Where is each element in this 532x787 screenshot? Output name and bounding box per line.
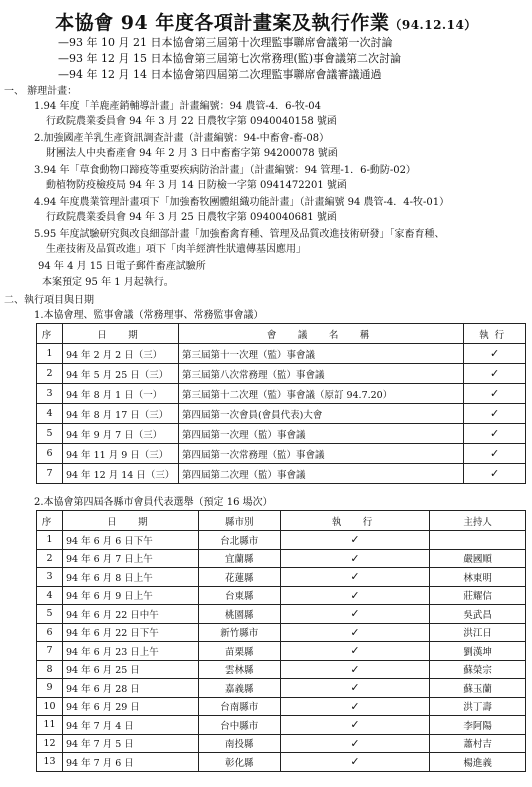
execution-check: ✓ bbox=[464, 364, 526, 384]
host-cell: 莊耀信 bbox=[430, 586, 526, 605]
table-row bbox=[37, 531, 526, 550]
date-cell: 94 年 6 月 28 日 bbox=[62, 679, 198, 698]
date-cell: 94 年 6 月 23 日上午 bbox=[62, 642, 198, 661]
meeting-name-cell: 第四屆第二次理（監）事會議 bbox=[178, 464, 463, 484]
date-cell: 94 年 9 月 7 日（三） bbox=[62, 424, 178, 444]
execution-check: ✓ bbox=[464, 384, 526, 404]
execution-check: ✓ bbox=[280, 753, 430, 772]
date-cell: 94 年 7 月 4 日 bbox=[62, 716, 198, 735]
execution-check: ✓ bbox=[280, 568, 430, 587]
seq-cell: 3 bbox=[37, 384, 63, 404]
table-row bbox=[37, 642, 526, 661]
execution-check: ✓ bbox=[280, 660, 430, 679]
meeting-name-cell: 第三屆第十一次理（監）事會議 bbox=[178, 344, 463, 364]
header-execution: 執行 bbox=[464, 324, 526, 344]
county-cell: 嘉義縣 bbox=[198, 679, 280, 698]
execution-check: ✓ bbox=[280, 734, 430, 753]
host-cell: 吳武昌 bbox=[430, 605, 526, 624]
item5-line2: 生產技術及品質改進」項下「肉羊經濟性狀遺傳基因應用」 bbox=[46, 244, 306, 255]
execution-check: ✓ bbox=[280, 697, 430, 716]
date-cell: 94 年 12 月 14 日（三） bbox=[62, 464, 178, 484]
table-row bbox=[37, 384, 526, 404]
date-cell: 94 年 6 月 8 日上午 bbox=[62, 568, 198, 587]
execution-check: ✓ bbox=[280, 549, 430, 568]
execution-check: ✓ bbox=[464, 424, 526, 444]
date-cell: 94 年 5 月 25 日（三） bbox=[62, 364, 178, 384]
title-date: （94.12.14） bbox=[389, 18, 477, 32]
county-cell: 台南縣市 bbox=[198, 697, 280, 716]
header-county: 縣市別 bbox=[198, 511, 280, 531]
host-cell: 嚴國順 bbox=[430, 549, 526, 568]
item2-line2: 財團法人中央畜產會 94 年 2 月 3 日中畜畜字第 94200078 號函 bbox=[46, 148, 338, 159]
section2-sub1: 1.本協會理、監事會議（常務理事、常務監事會議） bbox=[34, 310, 264, 321]
elections-table-header bbox=[37, 511, 526, 531]
county-cell: 南投縣 bbox=[198, 734, 280, 753]
date-cell: 94 年 6 月 9 日上午 bbox=[62, 586, 198, 605]
host-cell: 洪丁壽 bbox=[430, 697, 526, 716]
host-cell: 蕭村吉 bbox=[430, 734, 526, 753]
table-row bbox=[37, 605, 526, 624]
item1-line2: 行政院農業委員會 94 年 3 月 22 日農牧字第 0940040158 號函 bbox=[46, 116, 337, 127]
host-cell: 劉漢坤 bbox=[430, 642, 526, 661]
date-cell: 94 年 6 月 7 日上午 bbox=[62, 549, 198, 568]
item1-line1: 1.94 年度「羊鹿產銷輔導計畫」計畫編號：94 農管-4．6-牧-04 bbox=[34, 101, 321, 112]
table-row bbox=[37, 464, 526, 484]
item3-line2: 動植物防疫檢疫局 94 年 3 月 14 日防檢一字第 0941472201 號函 bbox=[46, 180, 347, 191]
table-row bbox=[37, 549, 526, 568]
seq-cell: 13 bbox=[37, 753, 63, 772]
title-text: 本協會 94 年度各項計畫案及執行作業 bbox=[55, 12, 390, 34]
table-row bbox=[37, 660, 526, 679]
table-row bbox=[37, 734, 526, 753]
host-cell: 李阿陽 bbox=[430, 716, 526, 735]
county-cell: 彰化縣 bbox=[198, 753, 280, 772]
county-cell: 新竹縣市 bbox=[198, 623, 280, 642]
meetings-table-header bbox=[37, 324, 526, 344]
date-cell: 94 年 6 月 6 日下午 bbox=[62, 531, 198, 550]
table-row bbox=[37, 444, 526, 464]
execution-check: ✓ bbox=[280, 716, 430, 735]
seq-cell: 10 bbox=[37, 697, 63, 716]
header-meeting-name: 會 議 名 稱 bbox=[178, 324, 463, 344]
meetings-table bbox=[36, 323, 526, 484]
seq-cell: 5 bbox=[37, 424, 63, 444]
seq-cell: 4 bbox=[37, 586, 63, 605]
table-row bbox=[37, 568, 526, 587]
seq-cell: 9 bbox=[37, 679, 63, 698]
date-cell: 94 年 6 月 29 日 bbox=[62, 697, 198, 716]
meeting-name-cell: 第三屆第十二次理（監）事會議（原訂 94.7.20） bbox=[178, 384, 463, 404]
subtitle-3: —94 年 12 月 14 日本協會第四屆第二次理監事聯席會議審議通過 bbox=[58, 68, 382, 81]
host-cell bbox=[430, 531, 526, 550]
date-cell: 94 年 8 月 17 日（三） bbox=[62, 404, 178, 424]
meeting-name-cell: 第四屆第一次理（監）事會議 bbox=[178, 424, 463, 444]
seq-cell: 1 bbox=[37, 531, 63, 550]
host-cell: 蘇玉蘭 bbox=[430, 679, 526, 698]
seq-cell: 5 bbox=[37, 605, 63, 624]
county-cell: 雲林縣 bbox=[198, 660, 280, 679]
county-cell: 桃園縣 bbox=[198, 605, 280, 624]
document-title bbox=[0, 8, 532, 35]
execution-check: ✓ bbox=[464, 404, 526, 424]
item4-line1: 4.94 年度農業管理計畫項下「加強畜牧團體組織功能計畫」（計畫編號 94 農管-4．4-牧-01） bbox=[34, 197, 450, 208]
section1-heading: 一、 辦理計畫： bbox=[4, 86, 78, 97]
date-cell: 94 年 8 月 1 日（一） bbox=[62, 384, 178, 404]
header-host: 主持人 bbox=[430, 511, 526, 531]
table-row bbox=[37, 623, 526, 642]
item5-line1: 5.95 年度試驗研究與改良細部計畫「加強畜禽育種、管理及品質改進技術研發」「家畜育種、 bbox=[34, 229, 445, 240]
meeting-name-cell: 第四屆第一次會員(會員代表)大會 bbox=[178, 404, 463, 424]
table-row bbox=[37, 697, 526, 716]
seq-cell: 11 bbox=[37, 716, 63, 735]
table-row bbox=[37, 404, 526, 424]
county-cell: 台東縣 bbox=[198, 586, 280, 605]
seq-cell: 2 bbox=[37, 364, 63, 384]
header-seq: 序 bbox=[37, 324, 63, 344]
execution-check: ✓ bbox=[280, 605, 430, 624]
elections-table bbox=[36, 510, 526, 772]
seq-cell: 1 bbox=[37, 344, 63, 364]
subtitle-2: —93 年 12 月 15 日本協會第三屆第七次常務理(監)事會議第二次討論 bbox=[58, 52, 402, 65]
host-cell: 林東明 bbox=[430, 568, 526, 587]
section2-sub2: 2.本協會第四屆各縣市會員代表選舉（預定 16 場次） bbox=[34, 497, 273, 508]
seq-cell: 3 bbox=[37, 568, 63, 587]
item2-line1: 2.加強國產羊乳生產資訊調查計畫（計畫編號：94-中畜會-畜-08） bbox=[34, 133, 330, 144]
item5-line3: 94 年 4 月 15 日電子郵件畜產試驗所 bbox=[38, 261, 206, 272]
execution-check: ✓ bbox=[464, 344, 526, 364]
seq-cell: 6 bbox=[37, 444, 63, 464]
host-cell: 楊進義 bbox=[430, 753, 526, 772]
table-row bbox=[37, 344, 526, 364]
header-execution: 執 行 bbox=[280, 511, 430, 531]
table-row bbox=[37, 586, 526, 605]
table-row bbox=[37, 753, 526, 772]
date-cell: 94 年 6 月 22 日中午 bbox=[62, 605, 198, 624]
seq-cell: 4 bbox=[37, 404, 63, 424]
execution-check: ✓ bbox=[280, 642, 430, 661]
county-cell: 苗栗縣 bbox=[198, 642, 280, 661]
table-row bbox=[37, 679, 526, 698]
county-cell: 台北縣市 bbox=[198, 531, 280, 550]
county-cell: 宜蘭縣 bbox=[198, 549, 280, 568]
date-cell: 94 年 7 月 6 日 bbox=[62, 753, 198, 772]
execution-check: ✓ bbox=[280, 679, 430, 698]
date-cell: 94 年 6 月 22 日下午 bbox=[62, 623, 198, 642]
execution-check: ✓ bbox=[280, 586, 430, 605]
meeting-name-cell: 第四屆第一次常務理（監）事會議 bbox=[178, 444, 463, 464]
subtitle-1: —93 年 10 月 21 日本協會第三屆第十次理監事聯席會議第一次討論 bbox=[58, 36, 393, 49]
date-cell: 94 年 2 月 2 日（三） bbox=[62, 344, 178, 364]
meeting-name-cell: 第三屆第八次常務理（監）事會議 bbox=[178, 364, 463, 384]
seq-cell: 2 bbox=[37, 549, 63, 568]
item5-line4: 本案預定 95 年 1 月起執行。 bbox=[42, 277, 174, 288]
header-seq: 序 bbox=[37, 511, 63, 531]
execution-check: ✓ bbox=[464, 444, 526, 464]
seq-cell: 12 bbox=[37, 734, 63, 753]
section2-heading: 二、執行項目與日期 bbox=[4, 295, 94, 306]
seq-cell: 8 bbox=[37, 660, 63, 679]
execution-check: ✓ bbox=[280, 531, 430, 550]
item4-line2: 行政院農業委員會 94 年 3 月 25 日農牧字第 0940040681 號函 bbox=[46, 212, 337, 223]
execution-check: ✓ bbox=[280, 623, 430, 642]
execution-check: ✓ bbox=[464, 464, 526, 484]
date-cell: 94 年 11 月 9 日（三） bbox=[62, 444, 178, 464]
table-row bbox=[37, 424, 526, 444]
item3-line1: 3.94 年「草食動物口蹄疫等重要疾病防治計畫」（計畫編號：94 管理-1．6-動防-02） bbox=[34, 165, 416, 176]
seq-cell: 7 bbox=[37, 464, 63, 484]
table-row bbox=[37, 364, 526, 384]
seq-cell: 6 bbox=[37, 623, 63, 642]
host-cell: 洪江日 bbox=[430, 623, 526, 642]
table-row bbox=[37, 716, 526, 735]
date-cell: 94 年 6 月 25 日 bbox=[62, 660, 198, 679]
header-date: 日 期 bbox=[62, 324, 178, 344]
header-date: 日 期 bbox=[62, 511, 198, 531]
county-cell: 花蓮縣 bbox=[198, 568, 280, 587]
date-cell: 94 年 7 月 5 日 bbox=[62, 734, 198, 753]
county-cell: 台中縣市 bbox=[198, 716, 280, 735]
seq-cell: 7 bbox=[37, 642, 63, 661]
host-cell: 蘇榮宗 bbox=[430, 660, 526, 679]
